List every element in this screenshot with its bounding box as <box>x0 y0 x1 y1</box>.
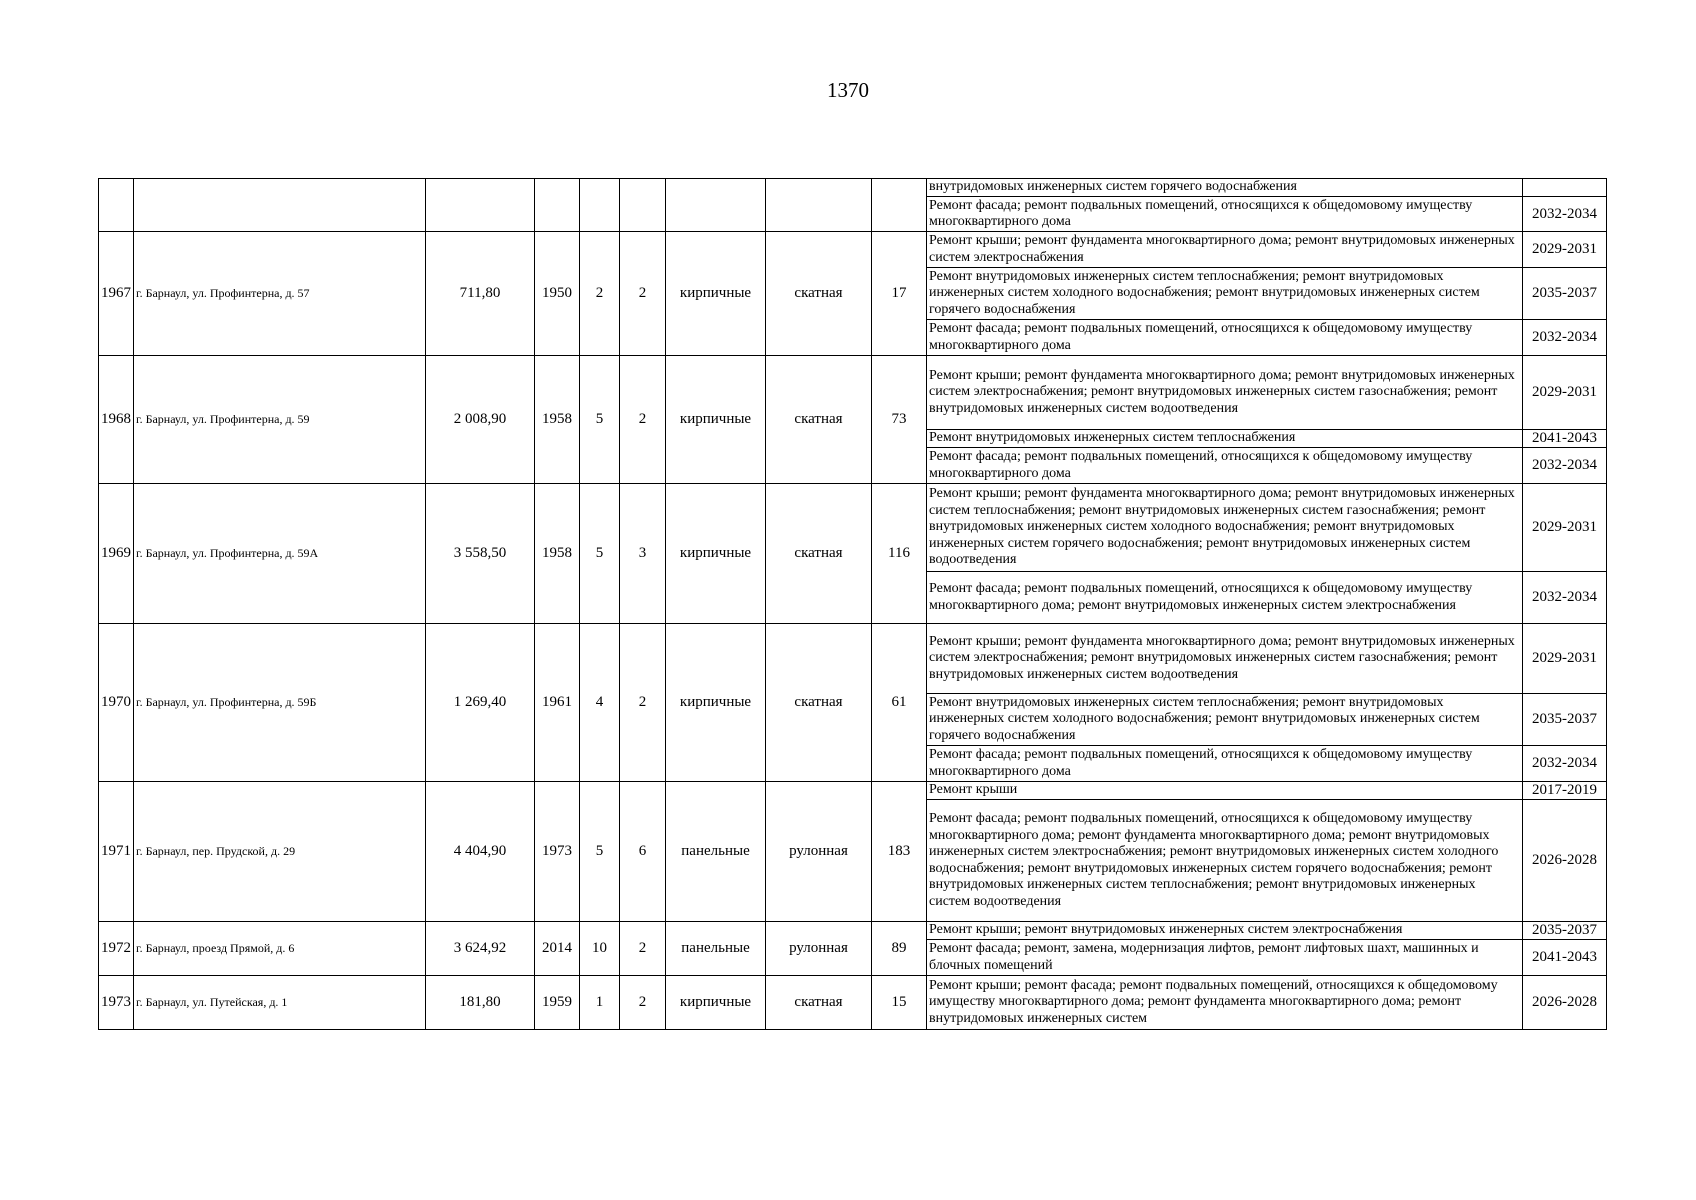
build-year: 1973 <box>535 782 580 922</box>
work-period: 2032-2034 <box>1523 448 1607 484</box>
entrances: 3 <box>620 484 666 624</box>
wall-material: панельные <box>666 782 766 922</box>
page-number: 1370 <box>827 78 869 102</box>
work-description: Ремонт фасада; ремонт подвальных помещений, относящихся к общедомовому имуществу многоквартирного дома <box>927 746 1523 782</box>
wall-material: кирпичные <box>666 356 766 484</box>
work-description: Ремонт крыши; ремонт фундамента многоквартирного дома; ремонт внутридомовых инженерных систем электроснабжения; ремонт внутридомовых инженерных систем газоснабжения; ремонт внутридомовых инженерных систем водоотведения <box>927 356 1523 430</box>
work-description: Ремонт крыши; ремонт фасада; ремонт подвальных помещений, относящихся к общедомовому имуществу многоквартирного дома; ремонт фундамента многоквартирного дома; ремонт внутридомовых инженерных систем <box>927 976 1523 1030</box>
total-area: 181,80 <box>426 976 535 1030</box>
address: г. Барнаул, ул. Профинтерна, д. 59Б <box>134 624 426 782</box>
address: г. Барнаул, ул. Профинтерна, д. 57 <box>134 232 426 356</box>
work-period: 2032-2034 <box>1523 746 1607 782</box>
work-description: Ремонт крыши; ремонт внутридомовых инженерных систем электроснабжения <box>927 922 1523 940</box>
work-description: Ремонт фасада; ремонт подвальных помещений, относящихся к общедомовому имуществу многоквартирного дома <box>927 320 1523 356</box>
residents-count: 15 <box>872 976 927 1030</box>
residents-count: 73 <box>872 356 927 484</box>
build-year: 1958 <box>535 484 580 624</box>
entrances: 2 <box>620 624 666 782</box>
wall-material: кирпичные <box>666 624 766 782</box>
roof-type: скатная <box>766 624 872 782</box>
address: г. Барнаул, ул. Профинтерна, д. 59 <box>134 356 426 484</box>
table-row <box>99 484 1607 572</box>
work-description: Ремонт внутридомовых инженерных систем теплоснабжения <box>927 430 1523 448</box>
work-period: 2032-2034 <box>1523 197 1607 232</box>
work-period: 2026-2028 <box>1523 976 1607 1030</box>
work-description: Ремонт фасада; ремонт подвальных помещений, относящихся к общедомовому имуществу многоквартирного дома <box>927 448 1523 484</box>
roof-type: рулонная <box>766 782 872 922</box>
roof-type: скатная <box>766 356 872 484</box>
work-description: Ремонт крыши <box>927 782 1523 800</box>
residents-cell <box>872 179 927 232</box>
build-year: 2014 <box>535 922 580 976</box>
work-description: Ремонт крыши; ремонт фундамента многоквартирного дома; ремонт внутридомовых инженерных систем электроснабжения; ремонт внутридомовых инженерных систем газоснабжения; ремонт внутридомовых инженерных систем водоотведения <box>927 624 1523 694</box>
address-cell <box>134 179 426 232</box>
floors: 5 <box>580 782 620 922</box>
build-year: 1959 <box>535 976 580 1030</box>
work-period: 2029-2031 <box>1523 232 1607 268</box>
row-number: 1971 <box>99 782 134 922</box>
floors: 1 <box>580 976 620 1030</box>
address: г. Барнаул, проезд Прямой, д. 6 <box>134 922 426 976</box>
address: г. Барнаул, ул. Путейская, д. 1 <box>134 976 426 1030</box>
floors: 5 <box>580 484 620 624</box>
total-area: 3 558,50 <box>426 484 535 624</box>
work-period: 2035-2037 <box>1523 268 1607 320</box>
build-year: 1961 <box>535 624 580 782</box>
work-description: внутридомовых инженерных систем горячего водоснабжения <box>927 179 1523 197</box>
row-number: 1973 <box>99 976 134 1030</box>
table-row <box>99 624 1607 694</box>
entrances: 2 <box>620 356 666 484</box>
work-period: 2026-2028 <box>1523 800 1607 922</box>
roof-type: скатная <box>766 976 872 1030</box>
work-description: Ремонт фасада; ремонт подвальных помещений, относящихся к общедомовому имуществу многоквартирного дома <box>927 197 1523 232</box>
floors: 10 <box>580 922 620 976</box>
build-year: 1950 <box>535 232 580 356</box>
address: г. Барнаул, ул. Профинтерна, д. 59А <box>134 484 426 624</box>
work-description: Ремонт крыши; ремонт фундамента многоквартирного дома; ремонт внутридомовых инженерных систем электроснабжения <box>927 232 1523 268</box>
table-row <box>99 179 1607 197</box>
work-period: 2029-2031 <box>1523 356 1607 430</box>
wall-material: кирпичные <box>666 232 766 356</box>
repair-program-table <box>98 178 1607 1030</box>
table-row <box>99 922 1607 940</box>
roof-type: скатная <box>766 232 872 356</box>
entrances: 2 <box>620 922 666 976</box>
work-period: 2029-2031 <box>1523 624 1607 694</box>
floors-cell <box>580 179 620 232</box>
roof-cell <box>766 179 872 232</box>
residents-count: 183 <box>872 782 927 922</box>
work-description: Ремонт фасада; ремонт, замена, модернизация лифтов, ремонт лифтовых шахт, машинных и блочных помещений <box>927 940 1523 976</box>
work-description: Ремонт внутридомовых инженерных систем теплоснабжения; ремонт внутридомовых инженерных систем холодного водоснабжения; ремонт внутридомовых инженерных систем горячего водоснабжения <box>927 268 1523 320</box>
work-description: Ремонт фасада; ремонт подвальных помещений, относящихся к общедомовому имуществу многоквартирного дома; ремонт фундамента многоквартирного дома; ремонт внутридомовых инженерных систем электроснабжения; ремонт внутридомовых инженерных систем холодного водоснабжения; ремонт внутридомовых инженерных систем горячего водоснабжения; ремонт внутридомовых инженерных систем теплоснабжения; ремонт внутридомовых инженерных систем водоотведения <box>927 800 1523 922</box>
row-number: 1967 <box>99 232 134 356</box>
work-period: 2017-2019 <box>1523 782 1607 800</box>
floors: 4 <box>580 624 620 782</box>
address: г. Барнаул, пер. Прудской, д. 29 <box>134 782 426 922</box>
table-row <box>99 782 1607 800</box>
residents-count: 89 <box>872 922 927 976</box>
roof-type: рулонная <box>766 922 872 976</box>
row-number: 1970 <box>99 624 134 782</box>
work-period: 2032-2034 <box>1523 572 1607 624</box>
work-description: Ремонт крыши; ремонт фундамента многоквартирного дома; ремонт внутридомовых инженерных систем теплоснабжения; ремонт внутридомовых инженерных систем газоснабжения; ремонт внутридомовых инженерных систем холодного водоснабжения; ремонт внутридомовых инженерных систем горячего водоснабжения; ремонт внутридомовых инженерных систем водоотведения <box>927 484 1523 572</box>
work-period: 2035-2037 <box>1523 922 1607 940</box>
row-number: 1968 <box>99 356 134 484</box>
table-row <box>99 976 1607 1030</box>
table-row <box>99 232 1607 268</box>
work-period <box>1523 179 1607 197</box>
total-area: 711,80 <box>426 232 535 356</box>
entrances: 2 <box>620 232 666 356</box>
total-area: 4 404,90 <box>426 782 535 922</box>
residents-count: 17 <box>872 232 927 356</box>
entrances: 2 <box>620 976 666 1030</box>
entrances-cell <box>620 179 666 232</box>
row-number: 1969 <box>99 484 134 624</box>
total-area: 3 624,92 <box>426 922 535 976</box>
table-body <box>99 179 1607 1030</box>
work-description: Ремонт внутридомовых инженерных систем теплоснабжения; ремонт внутридомовых инженерных систем холодного водоснабжения; ремонт внутридомовых инженерных систем горячего водоснабжения <box>927 694 1523 746</box>
wall-material: панельные <box>666 922 766 976</box>
work-period: 2041-2043 <box>1523 940 1607 976</box>
table-row <box>99 356 1607 430</box>
work-period: 2029-2031 <box>1523 484 1607 572</box>
total-area: 1 269,40 <box>426 624 535 782</box>
area-cell <box>426 179 535 232</box>
walls-cell <box>666 179 766 232</box>
wall-material: кирпичные <box>666 484 766 624</box>
work-description: Ремонт фасада; ремонт подвальных помещений, относящихся к общедомовому имуществу многоквартирного дома; ремонт внутридомовых инженерных систем электроснабжения <box>927 572 1523 624</box>
year-cell <box>535 179 580 232</box>
row-number: 1972 <box>99 922 134 976</box>
work-period: 2041-2043 <box>1523 430 1607 448</box>
work-period: 2032-2034 <box>1523 320 1607 356</box>
entrances: 6 <box>620 782 666 922</box>
total-area: 2 008,90 <box>426 356 535 484</box>
floors: 5 <box>580 356 620 484</box>
build-year: 1958 <box>535 356 580 484</box>
residents-count: 61 <box>872 624 927 782</box>
roof-type: скатная <box>766 484 872 624</box>
no-cell <box>99 179 134 232</box>
floors: 2 <box>580 232 620 356</box>
work-period: 2035-2037 <box>1523 694 1607 746</box>
wall-material: кирпичные <box>666 976 766 1030</box>
residents-count: 116 <box>872 484 927 624</box>
